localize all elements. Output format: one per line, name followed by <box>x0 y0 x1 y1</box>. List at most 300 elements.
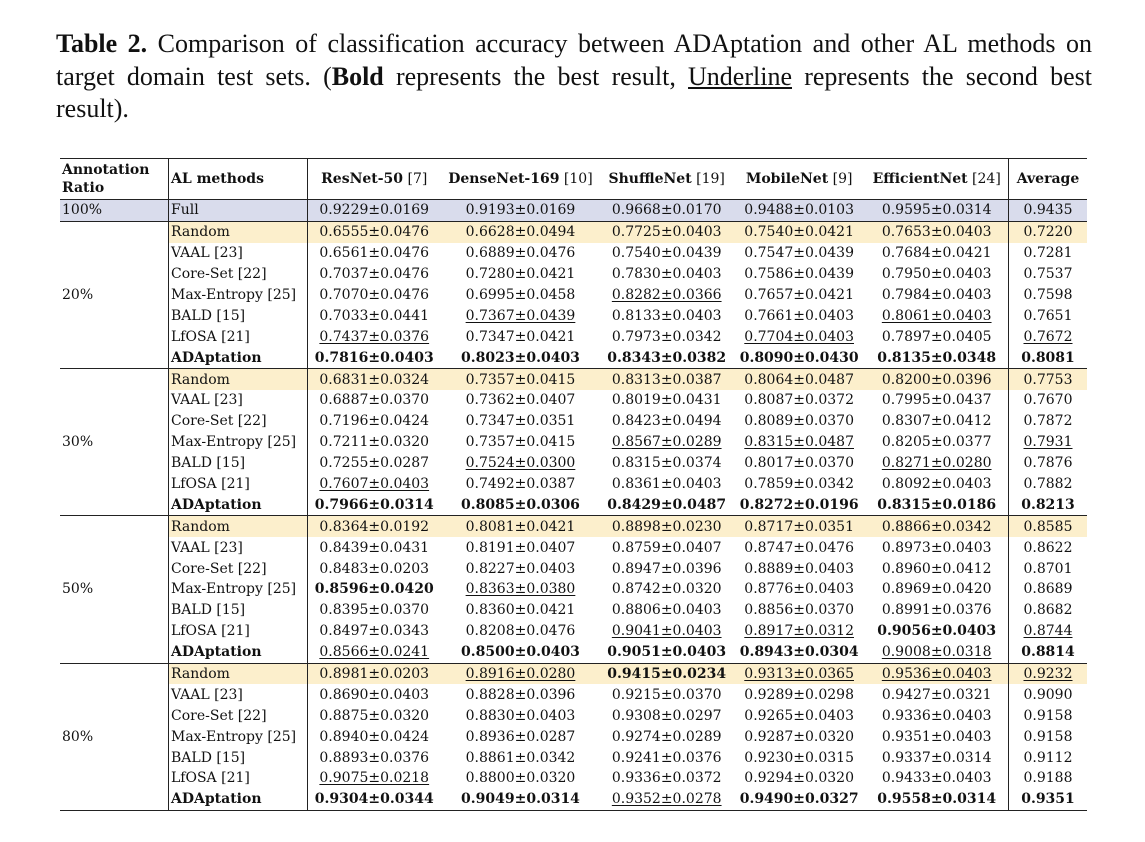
method-cell: Core-Set [22] <box>169 411 308 432</box>
value-cell <box>865 579 1008 600</box>
method-cell: Random <box>169 516 308 537</box>
value-text: 0.8205±0.0377 <box>881 434 992 451</box>
method-cell: BALD [15] <box>169 453 308 474</box>
value-text: 0.9536±0.0403 <box>881 666 992 683</box>
value-cell <box>733 326 865 347</box>
value-cell <box>440 768 600 789</box>
value-cell <box>733 494 865 515</box>
value-cell <box>440 705 600 726</box>
value-cell <box>308 684 441 705</box>
value-cell <box>865 684 1008 705</box>
value-cell <box>733 516 865 537</box>
value-cell <box>440 285 600 306</box>
value-cell <box>733 369 865 390</box>
header-efficientnet: EfficientNet [24] <box>865 159 1008 200</box>
value-cell <box>600 663 732 684</box>
value-text: 0.8916±0.0280 <box>465 666 576 683</box>
average-text: 0.7753 <box>1023 371 1073 388</box>
value-cell <box>440 537 600 558</box>
value-text: 0.8315±0.0186 <box>877 496 997 513</box>
value-text: 0.8567±0.0289 <box>611 434 722 451</box>
value-text: 0.8830±0.0403 <box>465 707 576 724</box>
value-text: 0.9230±0.0315 <box>744 749 854 766</box>
method-cell: Max-Entropy [25] <box>169 432 308 453</box>
ratio-cell: 50% <box>60 516 169 663</box>
value-text: 0.7070±0.0476 <box>319 287 430 303</box>
value-cell <box>308 411 441 432</box>
average-cell <box>1009 474 1088 495</box>
value-cell <box>865 516 1008 537</box>
value-cell: 0.9595±0.0314 <box>865 200 1008 222</box>
value-text: 0.7357±0.0415 <box>465 371 576 388</box>
ratio-cell: 30% <box>60 369 169 516</box>
value-text: 0.7657±0.0421 <box>744 287 854 303</box>
value-cell <box>733 747 865 768</box>
value-text: 0.9308±0.0297 <box>611 707 722 724</box>
value-cell <box>440 600 600 621</box>
value-cell <box>865 474 1008 495</box>
value-text: 0.8227±0.0403 <box>465 560 576 577</box>
value-cell <box>600 326 732 347</box>
value-text: 0.8272±0.0196 <box>739 496 859 513</box>
value-cell <box>440 747 600 768</box>
table-row <box>60 243 1087 264</box>
value-cell <box>865 537 1008 558</box>
table-row <box>60 411 1087 432</box>
average-text: 0.9351 <box>1021 791 1075 808</box>
results-table <box>60 158 1087 811</box>
value-cell <box>600 768 732 789</box>
value-text: 0.8991±0.0376 <box>881 602 992 619</box>
value-cell <box>308 579 441 600</box>
value-text: 0.7540±0.0421 <box>744 224 854 241</box>
value-cell <box>600 726 732 747</box>
average-text: 0.7670 <box>1023 392 1073 409</box>
value-cell <box>600 747 732 768</box>
method-cell: BALD [15] <box>169 600 308 621</box>
caption-text: represents the best result, <box>383 61 689 91</box>
value-cell <box>308 537 441 558</box>
value-text: 0.9287±0.0320 <box>744 728 854 745</box>
value-cell <box>440 243 600 264</box>
value-text: 0.9265±0.0403 <box>744 707 854 724</box>
header-annotation-ratio: Annotation Ratio <box>60 159 169 200</box>
value-text: 0.8889±0.0403 <box>744 560 854 577</box>
method-cell: LfOSA [21] <box>169 326 308 347</box>
value-cell <box>308 516 441 537</box>
value-text: 0.8085±0.0306 <box>461 496 580 513</box>
value-text: 0.7897±0.0405 <box>881 328 992 345</box>
value-text: 0.7607±0.0403 <box>319 476 430 493</box>
table-row <box>60 305 1087 326</box>
header-densenet: DenseNet-169 [10] <box>440 159 600 200</box>
value-cell <box>440 305 600 326</box>
value-text: 0.8500±0.0403 <box>461 644 580 661</box>
value-cell <box>440 726 600 747</box>
value-cell <box>308 621 441 642</box>
value-text: 0.9336±0.0372 <box>611 770 722 787</box>
value-cell <box>308 642 441 663</box>
table-row <box>60 432 1087 453</box>
value-text: 0.8133±0.0403 <box>611 307 722 324</box>
value-cell <box>865 369 1008 390</box>
method-cell: ADAptation <box>169 494 308 515</box>
value-cell <box>308 474 441 495</box>
value-cell <box>865 221 1008 242</box>
average-cell <box>1009 558 1088 579</box>
value-text: 0.8828±0.0396 <box>465 686 576 703</box>
value-cell <box>440 494 600 515</box>
value-cell <box>440 453 600 474</box>
value-text: 0.8806±0.0403 <box>611 602 722 619</box>
value-cell <box>733 243 865 264</box>
average-cell <box>1009 411 1088 432</box>
value-text: 0.7984±0.0403 <box>881 287 992 303</box>
average-text: 0.8689 <box>1023 581 1073 598</box>
value-text: 0.7973±0.0342 <box>611 328 722 345</box>
table-caption <box>56 28 1092 126</box>
value-text: 0.7255±0.0287 <box>319 455 430 472</box>
value-text: 0.7347±0.0421 <box>465 328 576 345</box>
table-row <box>60 705 1087 726</box>
value-cell <box>865 390 1008 411</box>
value-cell <box>600 516 732 537</box>
caption-underline-word: Underline <box>688 61 792 91</box>
value-cell <box>440 558 600 579</box>
table-row <box>60 642 1087 663</box>
header-average: Average <box>1009 159 1088 200</box>
value-text: 0.8089±0.0370 <box>744 413 854 430</box>
value-text: 0.8429±0.0487 <box>607 496 727 513</box>
value-text: 0.7037±0.0476 <box>319 266 430 283</box>
value-text: 0.7280±0.0421 <box>465 266 576 283</box>
table-header-row <box>60 159 1087 200</box>
caption-text: Comparison of classification accuracy between ADAptation and other AL methods on target domain test sets. ( <box>56 29 1092 91</box>
value-cell <box>865 285 1008 306</box>
value-cell <box>600 494 732 515</box>
value-text: 0.9304±0.0344 <box>314 791 434 808</box>
value-cell <box>440 663 600 684</box>
value-text: 0.9351±0.0403 <box>881 728 992 745</box>
value-text: 0.8893±0.0376 <box>319 749 430 766</box>
value-cell <box>308 768 441 789</box>
value-cell <box>308 494 441 515</box>
value-text: 0.9337±0.0314 <box>881 749 992 766</box>
caption-text: represents the second best result). <box>56 61 1092 123</box>
value-text: 0.7586±0.0439 <box>744 266 854 283</box>
value-text: 0.8360±0.0421 <box>465 602 576 619</box>
average-text: 0.7281 <box>1023 245 1073 262</box>
value-text: 0.9490±0.0327 <box>739 791 859 808</box>
average-cell <box>1009 347 1088 368</box>
method-cell: ADAptation <box>169 347 308 368</box>
table-row <box>60 285 1087 306</box>
value-cell <box>600 474 732 495</box>
value-text: 0.9075±0.0218 <box>319 770 430 787</box>
value-text: 0.7437±0.0376 <box>319 328 430 345</box>
average-cell <box>1009 432 1088 453</box>
average-text: 0.8585 <box>1023 518 1073 535</box>
value-cell: 0.9668±0.0170 <box>600 200 732 222</box>
value-cell <box>600 705 732 726</box>
value-cell <box>600 600 732 621</box>
value-cell: 0.9193±0.0169 <box>440 200 600 222</box>
value-text: 0.9056±0.0403 <box>877 623 997 640</box>
value-text: 0.7547±0.0439 <box>744 245 854 262</box>
value-text: 0.8200±0.0396 <box>881 371 992 388</box>
value-cell <box>733 684 865 705</box>
average-text: 0.8622 <box>1023 539 1073 556</box>
average-cell <box>1009 494 1088 515</box>
value-text: 0.7830±0.0403 <box>611 266 722 283</box>
value-cell <box>865 264 1008 285</box>
table-row <box>60 579 1087 600</box>
value-cell <box>865 243 1008 264</box>
value-cell <box>733 537 865 558</box>
value-cell <box>308 789 441 810</box>
value-cell <box>865 663 1008 684</box>
value-cell <box>600 621 732 642</box>
value-cell <box>308 747 441 768</box>
value-text: 0.7995±0.0437 <box>881 392 992 409</box>
value-cell <box>308 243 441 264</box>
average-text: 0.8814 <box>1021 644 1075 661</box>
value-text: 0.8497±0.0343 <box>319 623 430 640</box>
value-cell <box>733 390 865 411</box>
value-cell <box>600 558 732 579</box>
average-cell <box>1009 537 1088 558</box>
value-cell <box>865 600 1008 621</box>
value-cell <box>733 411 865 432</box>
value-text: 0.8191±0.0407 <box>465 539 576 556</box>
average-cell <box>1009 243 1088 264</box>
table-row <box>60 390 1087 411</box>
value-cell <box>865 494 1008 515</box>
average-text: 0.7598 <box>1023 287 1073 303</box>
value-text: 0.7367±0.0439 <box>465 307 576 324</box>
value-cell <box>308 600 441 621</box>
value-text: 0.9049±0.0314 <box>461 791 580 808</box>
value-cell <box>733 221 865 242</box>
value-cell <box>308 558 441 579</box>
value-cell <box>865 726 1008 747</box>
average-cell <box>1009 747 1088 768</box>
average-cell <box>1009 726 1088 747</box>
method-cell: VAAL [23] <box>169 684 308 705</box>
table-row <box>60 747 1087 768</box>
method-cell: Random <box>169 369 308 390</box>
average-text: 0.9232 <box>1023 666 1073 683</box>
value-text: 0.8747±0.0476 <box>744 539 854 556</box>
table-row <box>60 221 1087 242</box>
value-text: 0.9215±0.0370 <box>611 686 722 703</box>
average-text: 0.9090 <box>1023 686 1073 703</box>
value-cell <box>440 390 600 411</box>
value-text: 0.8307±0.0412 <box>881 413 992 430</box>
value-text: 0.8017±0.0370 <box>744 455 854 472</box>
value-text: 0.8135±0.0348 <box>877 349 997 366</box>
value-cell <box>600 453 732 474</box>
header-al-methods: AL methods <box>169 159 308 200</box>
value-cell <box>600 243 732 264</box>
value-text: 0.8208±0.0476 <box>465 623 576 640</box>
table-row <box>60 789 1087 810</box>
average-cell <box>1009 390 1088 411</box>
value-cell <box>733 453 865 474</box>
header-shufflenet: ShuffleNet [19] <box>600 159 732 200</box>
value-cell <box>308 305 441 326</box>
average-text: 0.7651 <box>1023 307 1073 324</box>
value-text: 0.8439±0.0431 <box>319 539 430 556</box>
value-cell <box>865 453 1008 474</box>
value-text: 0.8343±0.0382 <box>607 349 727 366</box>
method-cell: Core-Set [22] <box>169 705 308 726</box>
average-cell <box>1009 326 1088 347</box>
value-text: 0.8856±0.0370 <box>744 602 854 619</box>
value-text: 0.9558±0.0314 <box>877 791 997 808</box>
average-text: 0.8701 <box>1023 560 1073 577</box>
value-text: 0.9289±0.0298 <box>744 686 854 703</box>
value-text: 0.8423±0.0494 <box>611 413 722 430</box>
value-cell: 0.9488±0.0103 <box>733 200 865 222</box>
value-cell <box>600 221 732 242</box>
average-cell <box>1009 453 1088 474</box>
value-text: 0.9241±0.0376 <box>611 749 722 766</box>
value-text: 0.7859±0.0342 <box>744 476 854 493</box>
average-text: 0.8744 <box>1023 623 1073 640</box>
average-cell <box>1009 684 1088 705</box>
value-text: 0.7816±0.0403 <box>314 349 434 366</box>
value-text: 0.8800±0.0320 <box>465 770 576 787</box>
value-cell <box>733 432 865 453</box>
average-text: 0.7672 <box>1023 328 1073 345</box>
value-cell <box>440 789 600 810</box>
value-cell <box>865 705 1008 726</box>
value-text: 0.7347±0.0351 <box>465 413 576 430</box>
value-text: 0.8875±0.0320 <box>319 707 430 724</box>
average-cell: 0.9435 <box>1009 200 1088 222</box>
value-cell <box>440 516 600 537</box>
table-row <box>60 347 1087 368</box>
value-text: 0.7725±0.0403 <box>611 224 722 241</box>
value-text: 0.8776±0.0403 <box>744 581 854 598</box>
value-cell <box>600 411 732 432</box>
average-cell <box>1009 264 1088 285</box>
average-text: 0.7876 <box>1023 455 1073 472</box>
method-cell: Max-Entropy [25] <box>169 285 308 306</box>
value-cell <box>600 305 732 326</box>
value-text: 0.7540±0.0439 <box>611 245 722 262</box>
value-cell <box>733 285 865 306</box>
method-cell: BALD [15] <box>169 305 308 326</box>
value-text: 0.6995±0.0458 <box>465 287 576 303</box>
average-cell <box>1009 789 1088 810</box>
value-text: 0.8690±0.0403 <box>319 686 430 703</box>
table-row <box>60 684 1087 705</box>
value-text: 0.6555±0.0476 <box>319 224 430 241</box>
value-text: 0.9415±0.0234 <box>607 666 727 683</box>
value-cell <box>440 642 600 663</box>
average-cell <box>1009 305 1088 326</box>
value-text: 0.9433±0.0403 <box>881 770 992 787</box>
value-text: 0.6889±0.0476 <box>465 245 576 262</box>
method-cell: ADAptation <box>169 789 308 810</box>
value-cell <box>440 432 600 453</box>
value-cell <box>733 768 865 789</box>
method-cell: LfOSA [21] <box>169 768 308 789</box>
value-cell <box>600 347 732 368</box>
value-text: 0.8566±0.0241 <box>319 644 430 661</box>
value-text: 0.8081±0.0421 <box>465 518 576 535</box>
value-cell <box>600 684 732 705</box>
value-text: 0.9427±0.0321 <box>881 686 992 703</box>
value-text: 0.9051±0.0403 <box>607 644 727 661</box>
value-text: 0.8717±0.0351 <box>744 518 854 535</box>
value-cell <box>865 305 1008 326</box>
value-cell <box>733 600 865 621</box>
value-text: 0.8064±0.0487 <box>744 371 854 388</box>
value-text: 0.8395±0.0370 <box>319 602 430 619</box>
average-text: 0.8682 <box>1023 602 1073 619</box>
value-text: 0.8361±0.0403 <box>611 476 722 493</box>
table-row <box>60 264 1087 285</box>
value-cell <box>733 474 865 495</box>
table-row <box>60 453 1087 474</box>
value-text: 0.7661±0.0403 <box>744 307 854 324</box>
value-cell <box>865 621 1008 642</box>
value-cell <box>308 347 441 368</box>
value-text: 0.8023±0.0403 <box>461 349 580 366</box>
table-row <box>60 663 1087 684</box>
table-row <box>60 558 1087 579</box>
value-cell <box>600 369 732 390</box>
average-text: 0.7537 <box>1023 266 1073 283</box>
table-row <box>60 768 1087 789</box>
average-text: 0.7220 <box>1023 224 1073 241</box>
average-cell <box>1009 285 1088 306</box>
value-cell <box>308 663 441 684</box>
value-text: 0.7966±0.0314 <box>314 496 434 513</box>
value-cell <box>440 221 600 242</box>
value-cell <box>440 326 600 347</box>
value-cell <box>308 705 441 726</box>
header-mobilenet: MobileNet [9] <box>733 159 865 200</box>
value-text: 0.9294±0.0320 <box>744 770 854 787</box>
value-cell <box>440 264 600 285</box>
table-row <box>60 621 1087 642</box>
average-cell <box>1009 621 1088 642</box>
method-cell: VAAL [23] <box>169 243 308 264</box>
value-cell <box>865 432 1008 453</box>
header-resnet: ResNet-50 [7] <box>308 159 441 200</box>
method-cell: BALD [15] <box>169 747 308 768</box>
method-cell: Random <box>169 221 308 242</box>
value-text: 0.8759±0.0407 <box>611 539 722 556</box>
ratio-cell: 100% <box>60 200 169 222</box>
value-cell <box>733 347 865 368</box>
value-cell <box>440 347 600 368</box>
method-cell: ADAptation <box>169 642 308 663</box>
value-text: 0.8271±0.0280 <box>881 455 992 472</box>
value-cell <box>600 390 732 411</box>
value-text: 0.8969±0.0420 <box>881 581 992 598</box>
average-cell <box>1009 663 1088 684</box>
value-text: 0.8090±0.0430 <box>739 349 859 366</box>
value-cell <box>733 558 865 579</box>
value-text: 0.7196±0.0424 <box>319 413 430 430</box>
average-text: 0.7872 <box>1023 413 1073 430</box>
value-text: 0.7524±0.0300 <box>465 455 576 472</box>
